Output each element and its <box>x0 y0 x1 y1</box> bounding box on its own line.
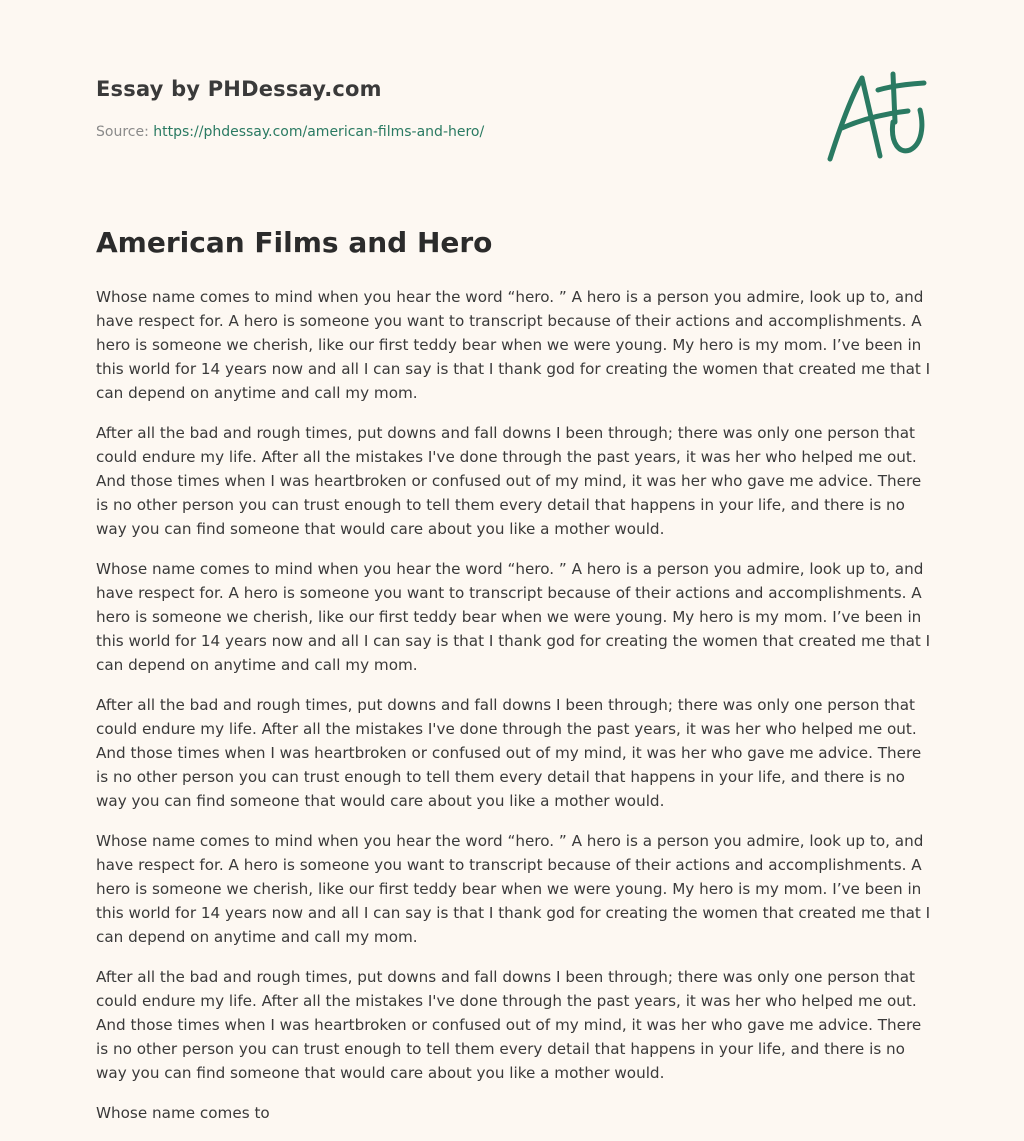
source-line <box>96 124 484 140</box>
essay-paragraph: After all the bad and rough times, put downs and fall downs I been through; there was only one person that could endure my life. After all the mistakes I've done through the past years, it was her who helped me out. And those times when I was heartbroken or confused out of my mind, it was her who gave me advice. There is no other person you can trust enough to tell them every detail that happens in your life, and there is no way you can find someone that would care about you like a mother would. <box>96 968 922 1082</box>
source-link[interactable]: https://phdessay.com/american-films-and-hero/ <box>153 124 485 140</box>
site-title: Essay by PHDessay.com <box>96 77 382 101</box>
source-label: Source: <box>96 124 149 140</box>
essay-paragraph: After all the bad and rough times, put downs and fall downs I been through; there was only one person that could endure my life. After all the mistakes I've done through the past years, it was her who helped me out. And those times when I was heartbroken or confused out of my mind, it was her who gave me advice. There is no other person you can trust enough to tell them every detail that happens in your life, and there is no way you can find someone that would care about you like a mother would. <box>96 424 922 538</box>
essay-title: American Films and Hero <box>96 226 493 259</box>
essay-paragraph: After all the bad and rough times, put downs and fall downs I been through; there was only one person that could endure my life. After all the mistakes I've done through the past years, it was her who helped me out. And those times when I was heartbroken or confused out of my mind, it was her who gave me advice. There is no other person you can trust enough to tell them every detail that happens in your life, and there is no way you can find someone that would care about you like a mother would. <box>96 696 922 810</box>
essay-paragraph: Whose name comes to <box>96 1104 270 1122</box>
essay-paragraph: Whose name comes to mind when you hear the word “hero. ” A hero is a person you admire, look up to, and have respect for. A hero is someone you want to transcript because of their actions and accomplishments. A hero is someone we cherish, like our first teddy bear when we were young. My hero is my mom. I’ve been in this world for 14 years now and all I can say is that I thank god for creating the women that created me that I can depend on anytime and call my mom. <box>96 832 931 946</box>
essay-body <box>96 285 932 1141</box>
essay-paragraph: Whose name comes to mind when you hear the word “hero. ” A hero is a person you admire, look up to, and have respect for. A hero is someone you want to transcript because of their actions and accomplishments. A hero is someone we cherish, like our first teddy bear when we were young. My hero is my mom. I’ve been in this world for 14 years now and all I can say is that I thank god for creating the women that created me that I can depend on anytime and call my mom. <box>96 560 931 674</box>
a-plus-grade-logo-icon <box>820 64 930 164</box>
essay-paragraph: Whose name comes to mind when you hear the word “hero. ” A hero is a person you admire, look up to, and have respect for. A hero is someone you want to transcript because of their actions and accomplishments. A hero is someone we cherish, like our first teddy bear when we were young. My hero is my mom. I’ve been in this world for 14 years now and all I can say is that I thank god for creating the women that created me that I can depend on anytime and call my mom. <box>96 288 931 402</box>
